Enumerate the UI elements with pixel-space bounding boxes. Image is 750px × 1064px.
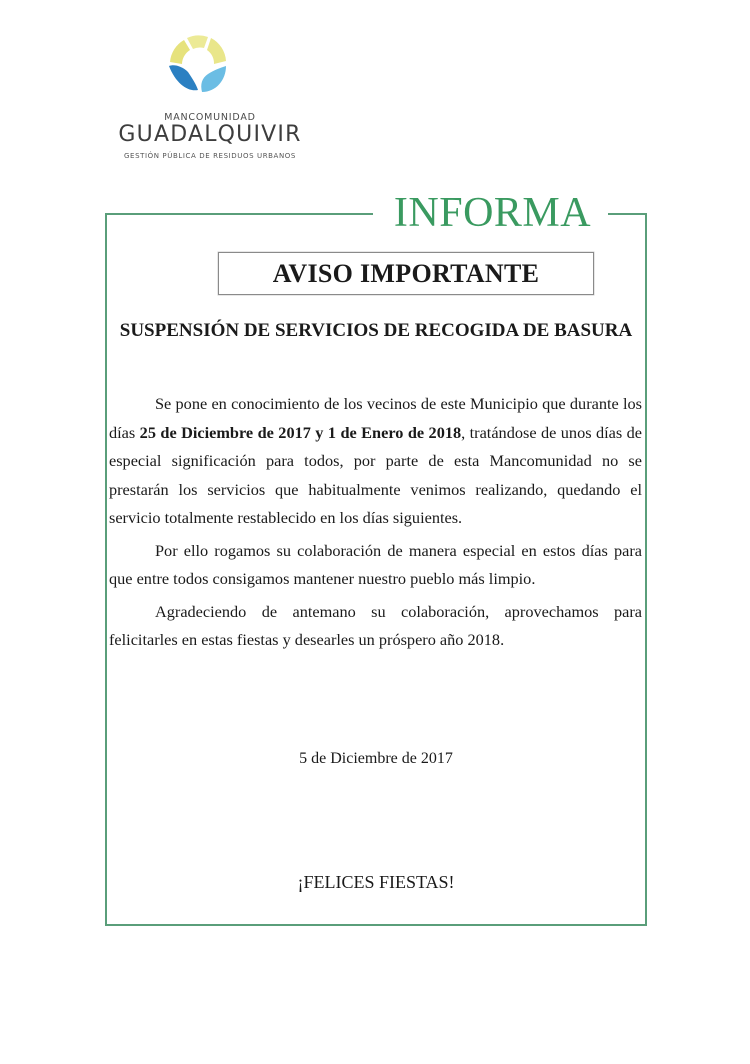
paragraph-announcement — [109, 390, 642, 533]
logo-tagline: GESTIÓN PÚBLICA DE RESIDUOS URBANOS — [124, 152, 296, 160]
paragraph-greeting: Agradeciendo de antemano su colaboración, aprovechamos para felicitarles en estas fiestas y desearles un próspero año 2018. — [109, 601, 642, 649]
logo-subtitle-top: MANCOMUNIDAD — [164, 112, 256, 123]
paragraph-request: Por ello rogamos su colaboración de manera especial en estos días para que entre todos consigamos mantener nuestro pueblo más limpio. — [109, 540, 642, 588]
paragraph-text: Se pone en conocimiento de los vecinos de este Municipio que durante los días — [109, 394, 642, 442]
important-notice-badge: AVISO IMPORTANTE — [218, 252, 594, 295]
notice-body — [109, 390, 642, 655]
recycling-circle-logo-icon — [162, 28, 234, 100]
notice-heading: SUSPENSIÓN DE SERVICIOS DE RECOGIDA DE BASURA — [119, 320, 633, 341]
frame-top-border-left — [105, 213, 373, 215]
highlighted-dates: 25 de Diciembre de 2017 y 1 de Enero de 2018 — [139, 422, 462, 442]
informa-header: INFORMA — [393, 190, 592, 236]
logo-title: GUADALQUIVIR — [118, 122, 302, 147]
notice-date: 5 de Diciembre de 2017 — [299, 750, 453, 767]
paragraph-text: , tratándose de unos días de especial significación para todos, por parte de esta Mancomunidad no se prestarán los servicios que habitualmente venimos realizando, quedando el servicio totalmente restablecido en los días siguientes. — [109, 422, 643, 527]
frame-top-border-right — [608, 213, 646, 215]
closing-greeting: ¡FELICES FIESTAS! — [297, 872, 455, 892]
